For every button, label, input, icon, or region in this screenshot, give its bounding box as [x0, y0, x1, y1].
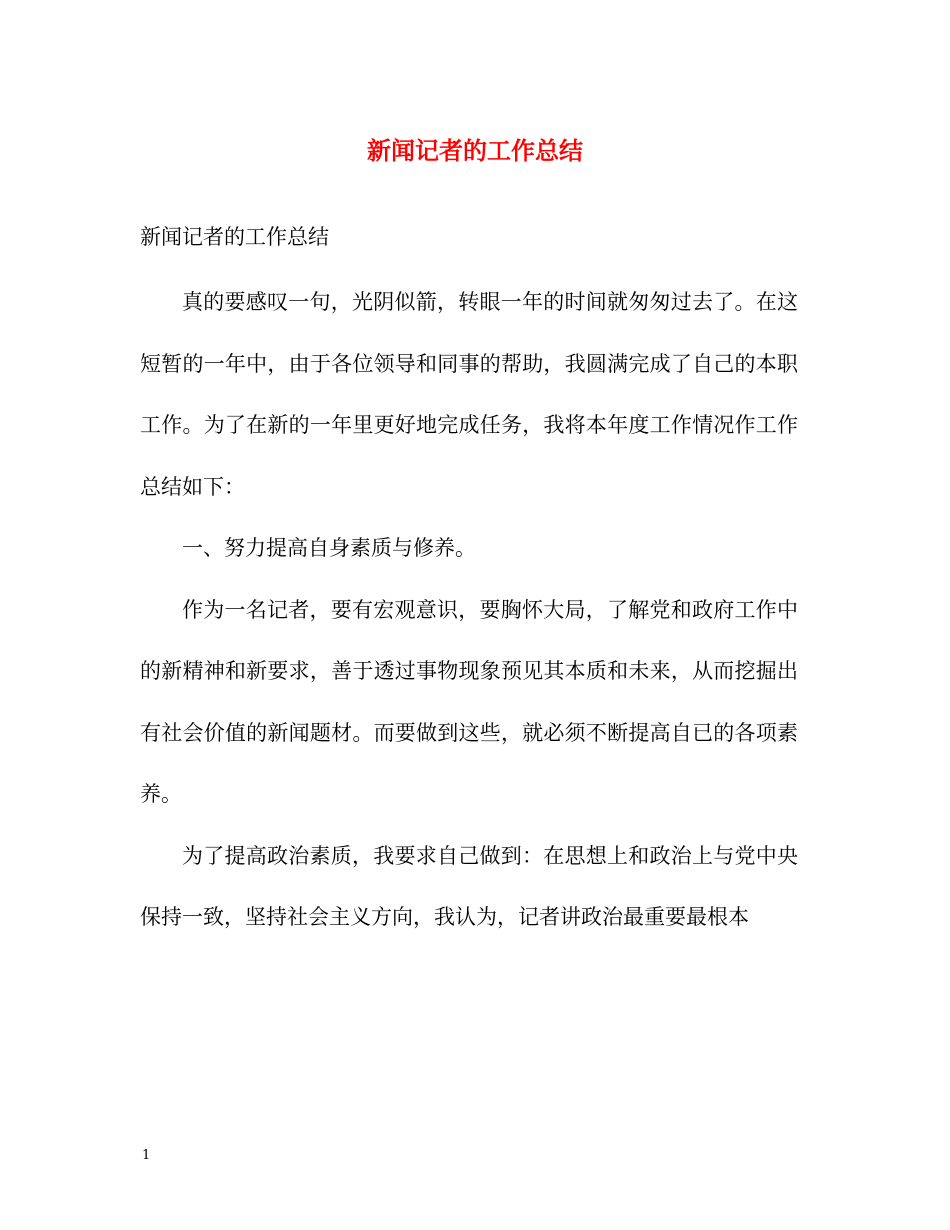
- document-title: 新闻记者的工作总结: [367, 136, 583, 165]
- page-number: 1: [142, 1148, 151, 1163]
- document-body: [140, 222, 798, 949]
- paragraph-journalist-awareness: 作为一名记者，要有宏观意识，要胸怀大局，了解党和政府工作中的新精神和新要求，善于透过事物现象预见其本质和未来，从而挖掘出有社会价值的新闻题材。而要做到这些，就必须不断提高自已的各项素养。: [140, 597, 798, 806]
- document-subtitle: 新闻记者的工作总结: [140, 225, 329, 249]
- paragraph-intro: 真的要感叹一句，光阴似箭，转眼一年的时间就匆匆过去了。在这短暂的一年中，由于各位领导和同事的帮助，我圆满完成了自己的本职工作。为了在新的一年里更好地完成任务，我将本年度工作情况作工作总结如下：: [140, 290, 798, 499]
- paragraph-political-quality: 为了提高政治素质，我要求自己做到：在思想上和政治上与党中央保持一致，坚持社会主义方向，我认为，记者讲政治最重要最根本: [140, 843, 798, 929]
- paragraph-section-heading: 一、努力提高自身素质与修养。: [182, 536, 476, 560]
